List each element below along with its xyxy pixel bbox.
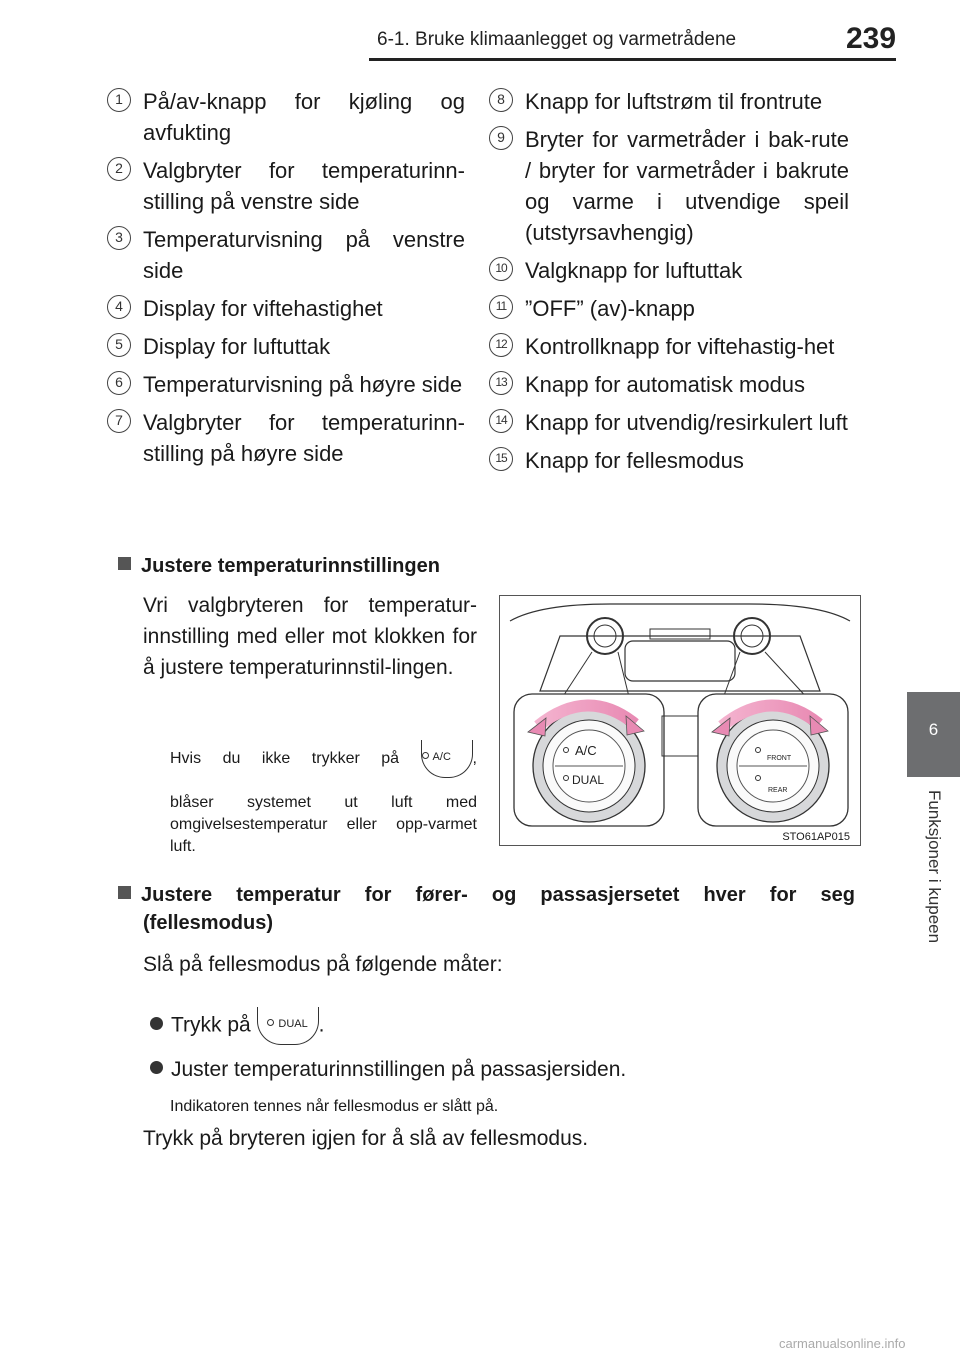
- legend-item: [107, 407, 465, 469]
- dial-rear-label: REAR: [768, 787, 788, 794]
- legend-text: Valgbryter for temperaturinn-stilling på venstre side: [143, 158, 465, 214]
- legend-number: 6: [107, 371, 131, 395]
- chapter-tab: [907, 692, 960, 777]
- legend-item: [107, 86, 465, 148]
- bullet-icon: [150, 1061, 163, 1074]
- legend-item: [489, 124, 849, 248]
- list-item-text: Trykk på: [171, 1013, 251, 1037]
- legend-text: ”OFF” (av)-knapp: [525, 296, 695, 321]
- legend-text: Knapp for utvendig/resirkulert luft: [525, 410, 848, 435]
- dial-front-label: FRONT: [767, 755, 792, 762]
- section-heading-text: Justere temperaturinnstillingen: [141, 555, 440, 577]
- legend-text: På/av-knapp for kjøling og avfukting: [143, 89, 465, 145]
- section-bullet-icon: [118, 886, 131, 899]
- legend-number: 1: [107, 88, 131, 112]
- legend-text: Temperaturvisning på venstre side: [143, 227, 465, 283]
- climate-dial-figure: [499, 595, 861, 846]
- legend-item: [489, 407, 849, 438]
- legend-right-column: [489, 86, 849, 483]
- legend-item: [489, 86, 849, 117]
- legend-item: [107, 369, 465, 400]
- page-number: 239: [846, 22, 897, 55]
- legend-item: [489, 331, 849, 362]
- legend-text: Display for luftuttak: [143, 334, 331, 359]
- legend-number: 7: [107, 409, 131, 433]
- dual-button-icon: [257, 1007, 319, 1045]
- legend-number: 12: [489, 333, 513, 357]
- legend-text: Valgknapp for luftuttak: [525, 258, 743, 283]
- legend-number: 13: [489, 371, 513, 395]
- legend-item: [489, 255, 849, 286]
- note-text-before: Hvis du ikke trykker på: [170, 750, 400, 768]
- dial-ac-label: A/C: [575, 743, 597, 758]
- legend-item: [107, 155, 465, 217]
- header-rule: [369, 58, 896, 61]
- section-heading-continued: (fellesmodus): [143, 912, 274, 934]
- climate-dial-illustration: [500, 596, 859, 844]
- body-paragraph: Trykk på bryteren igjen for å slå av fellesmodus.: [143, 1127, 589, 1150]
- legend-text: Knapp for luftstrøm til frontrute: [525, 89, 823, 114]
- legend-number: 2: [107, 157, 131, 181]
- legend-text: Knapp for fellesmodus: [525, 448, 744, 473]
- section-heading: [118, 551, 440, 582]
- legend-number: 8: [489, 88, 513, 112]
- note-text-after: blåser systemet ut luft med omgivelsestemperatur eller opp-varmet luft.: [170, 794, 477, 855]
- legend-number: 14: [489, 409, 513, 433]
- legend-text: Display for viftehastighet: [143, 296, 383, 321]
- note-text: [170, 740, 477, 858]
- legend-left-column: [107, 86, 465, 476]
- dual-button-label: DUAL: [278, 1018, 308, 1030]
- legend-number: 11: [489, 295, 513, 319]
- section-heading: [118, 880, 858, 911]
- chapter-number: 6: [928, 720, 939, 739]
- section-heading-text: Justere temperatur for fører- og passasjersetet hver for seg: [141, 884, 855, 906]
- ac-button-label: A/C: [432, 751, 451, 763]
- bullet-icon: [150, 1017, 163, 1030]
- figure-caption: STO61AP015: [782, 831, 850, 843]
- dial-dual-label: DUAL: [572, 773, 605, 787]
- legend-text: Temperaturvisning på høyre side: [143, 372, 463, 397]
- list-item: [150, 1055, 626, 1085]
- body-paragraph: Slå på fellesmodus på følgende måter:: [143, 953, 503, 976]
- legend-item: [489, 445, 849, 476]
- legend-number: 15: [489, 447, 513, 471]
- note-text: Indikatoren tennes når fellesmodus er slått på.: [170, 1098, 499, 1115]
- legend-text: Knapp for automatisk modus: [525, 372, 806, 397]
- legend-item: [489, 293, 849, 324]
- legend-number: 10: [489, 257, 513, 281]
- legend-item: [489, 369, 849, 400]
- list-item-text: Juster temperaturinnstillingen på passasjersiden.: [171, 1058, 627, 1081]
- watermark: carmanualsonline.info: [779, 1336, 906, 1351]
- note-comma: ,: [472, 750, 477, 768]
- ac-button-icon: [421, 740, 473, 778]
- legend-number: 4: [107, 295, 131, 319]
- body-paragraph: Vri valgbryteren for temperatur-innstilling med eller mot klokken for å justere temperaturinnstil-lingen.: [143, 594, 477, 679]
- running-header-section: 6-1. Bruke klimaanlegget og varmetrådene: [377, 29, 737, 50]
- legend-item: [107, 293, 465, 324]
- list-item-punct: .: [318, 1013, 325, 1037]
- legend-text: Bryter for varmetråder i bak-rute / bryter for varmetråder i bakrute og varme i utvendige speil (utstyrsavhengig): [525, 127, 849, 245]
- chapter-label: Funksjoner i kupeen: [925, 790, 944, 944]
- legend-text: Valgbryter for temperaturinn-stilling på høyre side: [143, 410, 465, 466]
- section-bullet-icon: [118, 557, 131, 570]
- legend-item: [107, 224, 465, 286]
- legend-number: 9: [489, 126, 513, 150]
- list-item: [150, 1007, 324, 1045]
- legend-number: 5: [107, 333, 131, 357]
- legend-item: [107, 331, 465, 362]
- legend-number: 3: [107, 226, 131, 250]
- legend-text: Kontrollknapp for viftehastig-het: [525, 334, 835, 359]
